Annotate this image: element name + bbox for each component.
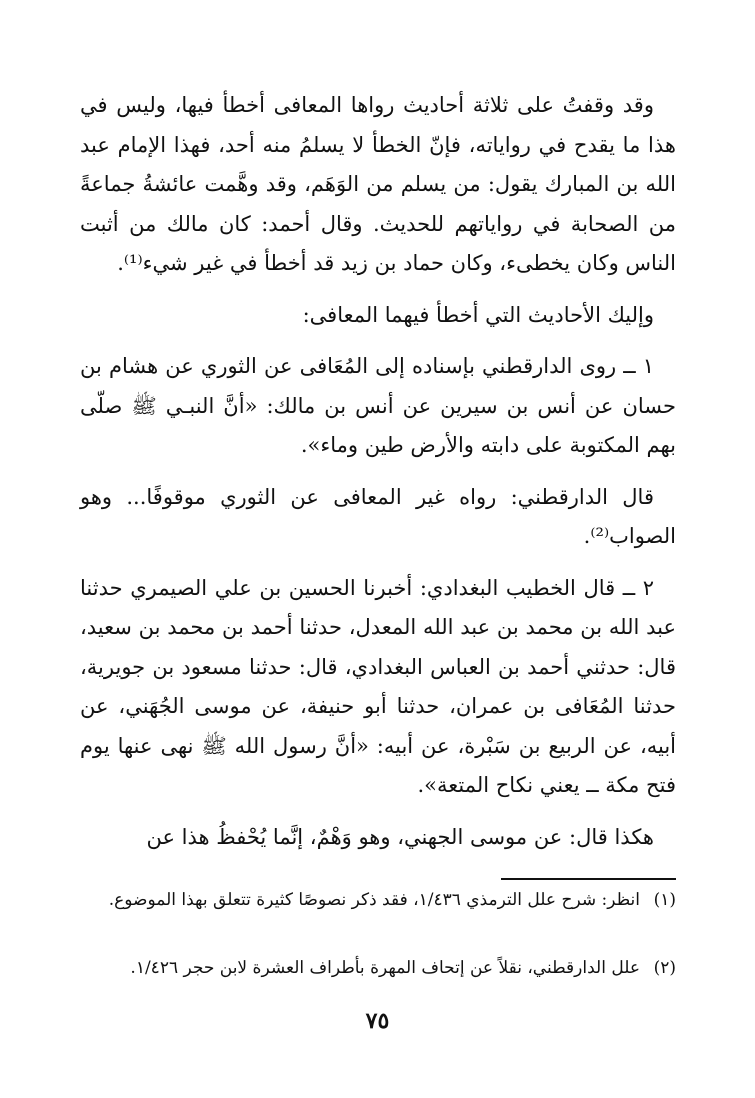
paragraph-list-intro: وإليك الأحاديث التي أخطأ فيهما المعافى: [302, 302, 654, 327]
paragraph-daraqutni-note: قال الدارقطني: رواه غير المعافى عن الثوري موقوفًا... وهو الصواب⁽²⁾. [80, 484, 676, 548]
footnote-text: علل الدارقطني، نقلاً عن إتحاف المهرة بأطراف العشرة لابن حجر ١/٤٢٦. [130, 958, 640, 978]
page-number: ٧٥ [365, 1008, 390, 1034]
footnote-number: (١) [653, 890, 676, 910]
footnote-number: (٢) [653, 958, 676, 978]
footnote-2 [80, 952, 676, 985]
paragraph-hadith-2: ٢ ــ قال الخطيب البغدادي: أخبرنا الحسين بن علي الصيمري حدثنا عبد الله بن محمد بن عبد الله المعدل، حدثنا أحمد بن محمد بن سعيد، قال: حدثني أحمد بن العباس البغدادي، قال: حدثنا مسعود بن جويرية، حدثنا المُعَافى بن عمران، حدثنا أبو حنيفة، عن موسى الجُهَني، عن أبيه، عن الربيع بن سَبْرة، عن أبيه: «أنَّ رسول الله ﷺ نهى عنها يوم فتح مكة ــ يعني نكاح المتعة». [80, 575, 676, 797]
paragraph-hadith-1: ١ ــ روى الدارقطني بإسناده إلى المُعَافى عن الثوري عن هشام بن حسان عن أنس بن سيرين عن أنس بن مالك: «أنَّ النبـي ﷺ صلّى بهم المكتوبة على دابته والأرض طين وماء». [80, 354, 676, 457]
footnote-text: انظر: شرح علل الترمذي ١/٤٣٦، فقد ذكر نصوصًا كثيرة تتعلق بهذا الموضوع. [108, 890, 640, 910]
footnote-1 [80, 884, 676, 917]
paragraph-continuation: هكذا قال: عن موسى الجهني، وهو وَهْمٌ، إنَّما يُحْفظُ هذا عن [146, 824, 654, 849]
paragraph-intro: وقد وقفتُ على ثلاثة أحاديث رواها المعافى أخطأ فيها، وليس في هذا ما يقدح في رواياته، فإنّ الخطأ لا يسلمُ منه أحد، فهذا الإمام عبد الله بن المبارك يقول: من يسلم من الوَهَم، وقد وهَّمت عائشةُ جماعةً من الصحابة في رواياتهم للحديث. وقال أحمد: كان مالك من أثبت الناس وكان يخطىء، وكان حماد بن زيد قد أخطأ في غير شيء⁽¹⁾. [80, 93, 676, 275]
main-text [80, 86, 676, 857]
footnote-divider [501, 878, 676, 880]
